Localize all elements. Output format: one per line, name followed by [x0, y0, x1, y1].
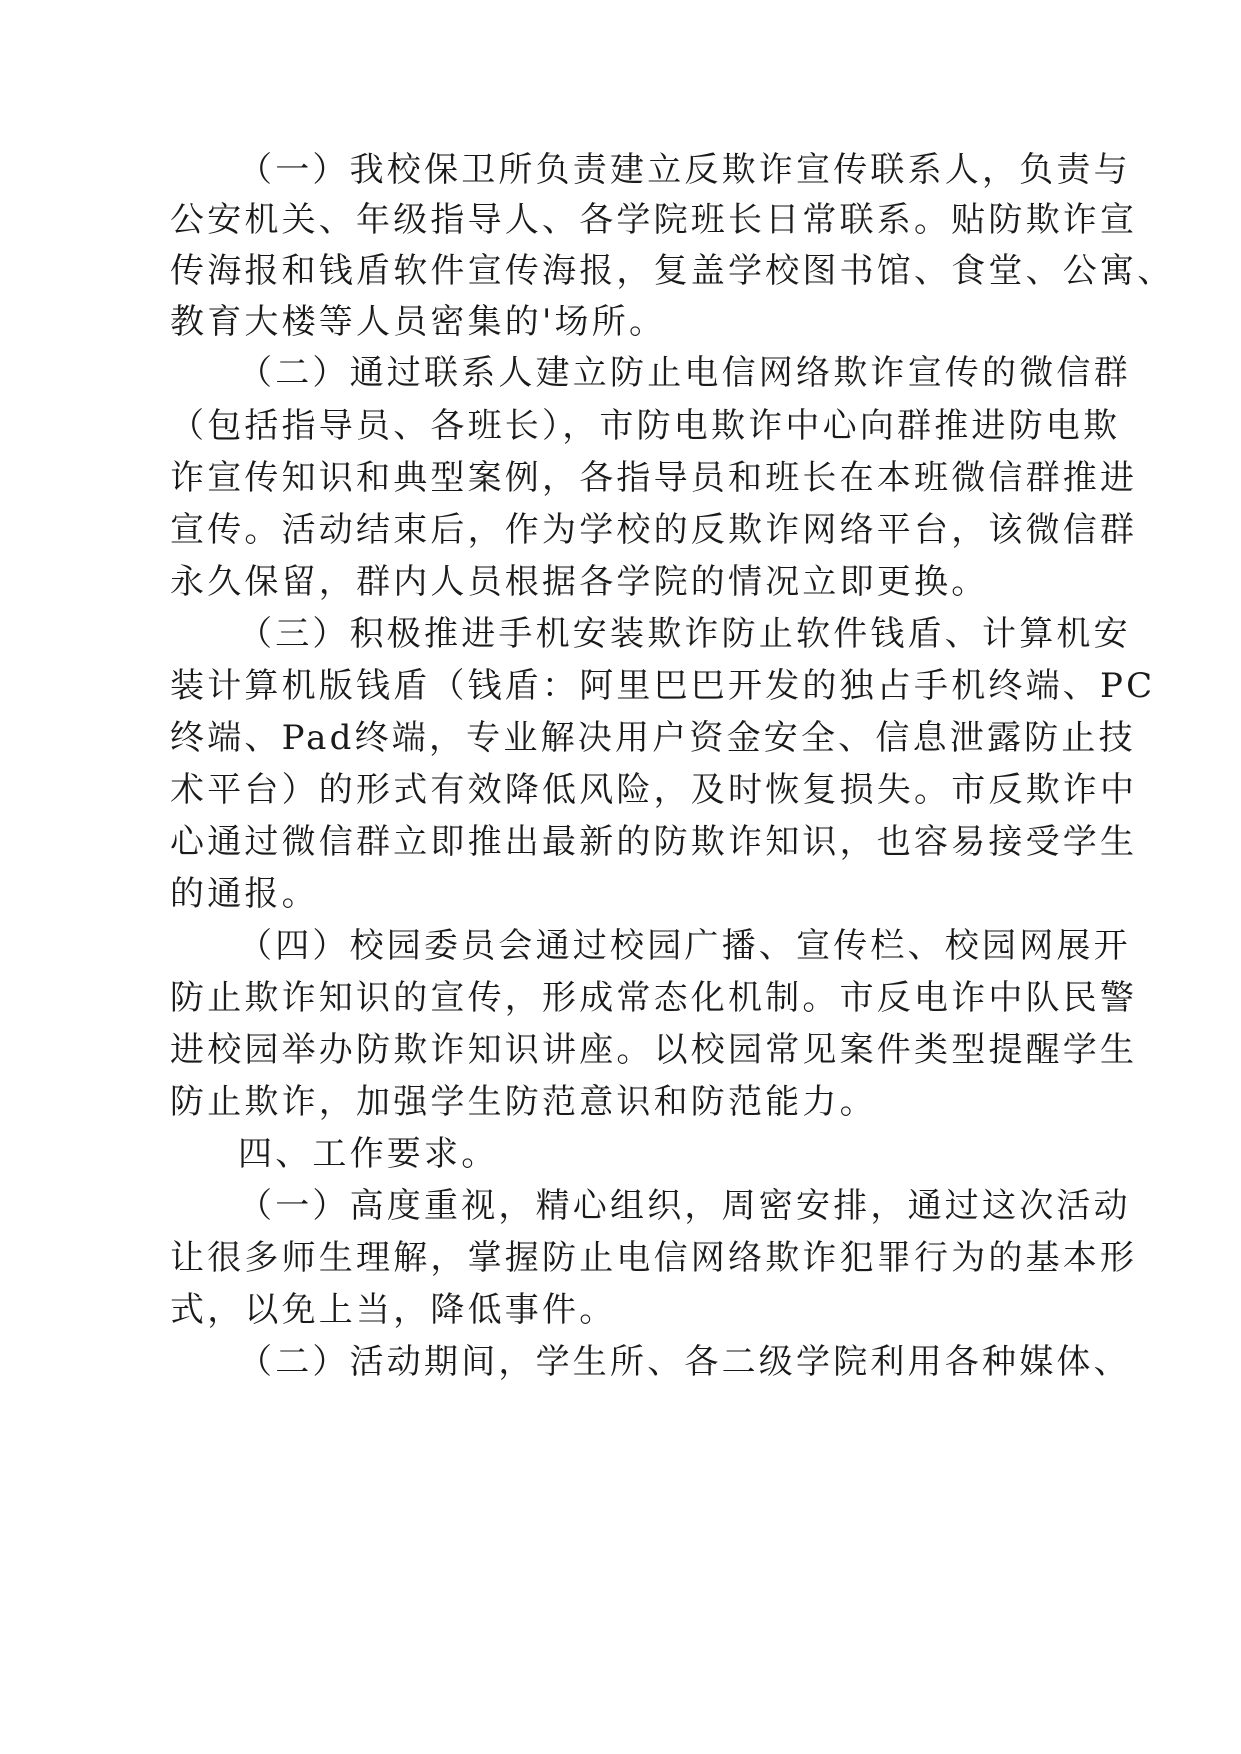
section-heading: 四、工作要求。 — [238, 1134, 499, 1174]
text-line: 装计算机版钱盾（钱盾：阿里巴巴开发的独占手机终端、PC — [170, 666, 1156, 706]
text-line: 教育大楼等人员密集的'场所。 — [170, 302, 667, 342]
text-line: 心通过微信群立即推出最新的防欺诈知识，也容易接受学生 — [170, 822, 1138, 862]
text-line: 宣传。活动结束后，作为学校的反欺诈网络平台，该微信群 — [170, 510, 1138, 550]
text-line: 公安机关、年级指导人、各学院班长日常联系。贴防欺诈宣 — [170, 200, 1138, 240]
text-line: （包括指导员、各班长），市防电欺诈中心向群推进防电欺 — [170, 406, 1121, 446]
text-line: 术平台）的形式有效降低风险，及时恢复损失。市反欺诈中 — [170, 770, 1138, 810]
text-line: 防止欺诈知识的宣传，形成常态化机制。市反电诈中队民警 — [170, 978, 1138, 1018]
text-line: （二）活动期间，学生所、各二级学院利用各种媒体、 — [238, 1342, 1131, 1382]
text-line: （二）通过联系人建立防止电信网络欺诈宣传的微信群 — [238, 353, 1131, 393]
text-line: （一）我校保卫所负责建立反欺诈宣传联系人，负责与 — [238, 150, 1131, 190]
text-line: 式，以免上当，降低事件。 — [170, 1290, 617, 1330]
text-line: 终端、Pad终端，专业解决用户资金安全、信息泄露防止技 — [170, 718, 1136, 758]
text-line: 的通报。 — [170, 874, 319, 914]
text-line: 防止欺诈，加强学生防范意识和防范能力。 — [170, 1082, 877, 1122]
text-line: （三）积极推进手机安装欺诈防止软件钱盾、计算机安 — [238, 614, 1131, 654]
text-line: （一）高度重视，精心组织，周密安排，通过这次活动 — [238, 1186, 1131, 1226]
text-line: 传海报和钱盾软件宣传海报，复盖学校图书馆、食堂、公寓、 — [170, 251, 1175, 291]
text-line: 进校园举办防欺诈知识讲座。以校园常见案件类型提醒学生 — [170, 1030, 1138, 1070]
text-line: （四）校园委员会通过校园广播、宣传栏、校园网展开 — [238, 926, 1131, 966]
text-line: 永久保留，群内人员根据各学院的情况立即更换。 — [170, 562, 989, 602]
text-line: 诈宣传知识和典型案例，各指导员和班长在本班微信群推进 — [170, 458, 1138, 498]
text-line: 让很多师生理解，掌握防止电信网络欺诈犯罪行为的基本形 — [170, 1238, 1138, 1278]
